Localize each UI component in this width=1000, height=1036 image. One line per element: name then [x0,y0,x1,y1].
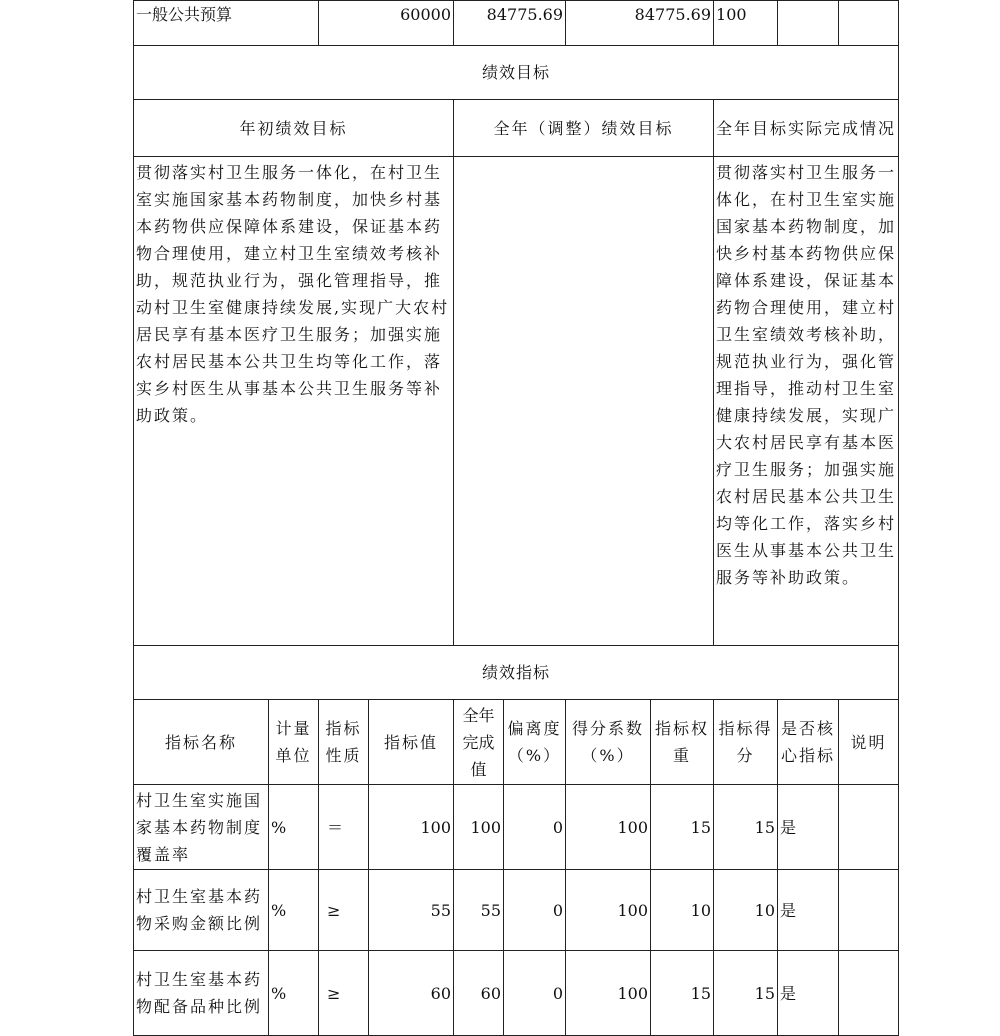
indicator-score: 10 [714,870,778,951]
budget-extra-1 [778,1,839,46]
budget-annual: 60000 [319,1,454,46]
indicator-score: 15 [714,951,778,1036]
indicator-completed: 55 [454,870,504,951]
indicator-name: 村卫生室实施国家基本药物制度覆盖率 [134,785,269,870]
header-nature: 指标性质 [319,700,369,785]
budget-full-year: 84775.69 [454,1,566,46]
header-note: 说明 [839,700,899,785]
header-score: 指标得分 [714,700,778,785]
indicator-name: 村卫生室基本药物采购金额比例 [134,870,269,951]
goals-col-adjusted: 全年（调整）绩效目标 [454,100,714,157]
indicator-nature: ≥ [319,951,369,1036]
goals-col-actual: 全年目标实际完成情况 [714,100,899,157]
header-coefficient: 得分系数（%） [566,700,651,785]
indicator-note [839,870,899,951]
indicator-deviation: 0 [504,951,566,1036]
indicator-row [134,785,899,870]
indicator-target: 60 [369,951,454,1036]
budget-row [134,1,899,46]
goals-content-row [134,157,899,646]
indicator-core: 是 [778,951,839,1036]
indicator-coefficient: 100 [566,951,651,1036]
indicator-deviation: 0 [504,870,566,951]
budget-extra-2 [839,1,899,46]
goals-adjusted-text [454,157,714,646]
header-target: 指标值 [369,700,454,785]
indicator-coefficient: 100 [566,785,651,870]
indicators-section-title: 绩效指标 [134,646,899,700]
budget-score: 100 [714,1,778,46]
indicator-row [134,951,899,1036]
indicator-coefficient: 100 [566,870,651,951]
indicator-note [839,951,899,1036]
indicator-weight: 10 [651,870,714,951]
goals-title-row [134,46,899,100]
indicator-nature: ≥ [319,870,369,951]
indicator-unit: % [269,951,319,1036]
indicator-completed: 60 [454,951,504,1036]
indicator-unit: % [269,870,319,951]
indicator-row [134,870,899,951]
goals-col-initial: 年初绩效目标 [134,100,454,157]
indicator-weight: 15 [651,785,714,870]
indicator-core: 是 [778,785,839,870]
indicator-note [839,785,899,870]
goals-initial-text: 贯彻落实村卫生服务一体化，在村卫生室实施国家基本药物制度，加快乡村基本药物供应保障体系建设，保证基本药物合理使用，建立村卫生室绩效考核补助，规范执业行为，强化管理指导，推动村卫生室健康持续发展,实现广大农村居民享有基本医疗卫生服务；加强实施农村居民基本公共卫生均等化工作，落实乡村医生从事基本公共卫生服务等补助政策。 [134,157,454,646]
header-unit: 计量单位 [269,700,319,785]
goals-header-row [134,100,899,157]
indicator-target: 100 [369,785,454,870]
header-weight: 指标权重 [651,700,714,785]
indicator-deviation: 0 [504,785,566,870]
budget-executed: 84775.69 [566,1,714,46]
indicator-unit: % [269,785,319,870]
indicators-title-row [134,646,899,700]
goals-section-title: 绩效目标 [134,46,899,100]
indicator-nature: ＝ [319,785,369,870]
goals-actual-text: 贯彻落实村卫生服务一体化，在村卫生室实施国家基本药物制度，加快乡村基本药物供应保障体系建设，保证基本药物合理使用，建立村卫生室绩效考核补助，规范执业行为，强化管理指导，推动村卫生室健康持续发展，实现广大农村居民享有基本医疗卫生服务；加强实施农村居民基本公共卫生均等化工作，落实乡村医生从事基本公共卫生服务等补助政策。 [714,157,899,646]
indicator-core: 是 [778,870,839,951]
indicator-completed: 100 [454,785,504,870]
header-core: 是否核心指标 [778,700,839,785]
header-name: 指标名称 [134,700,269,785]
budget-label: 一般公共预算 [134,1,319,46]
indicator-weight: 15 [651,951,714,1036]
header-deviation: 偏离度（%） [504,700,566,785]
indicator-score: 15 [714,785,778,870]
indicator-target: 55 [369,870,454,951]
header-completed: 全年完成值 [454,700,504,785]
indicators-header-row [134,700,899,785]
performance-table [133,0,899,1036]
indicator-name: 村卫生室基本药物配备品种比例 [134,951,269,1036]
